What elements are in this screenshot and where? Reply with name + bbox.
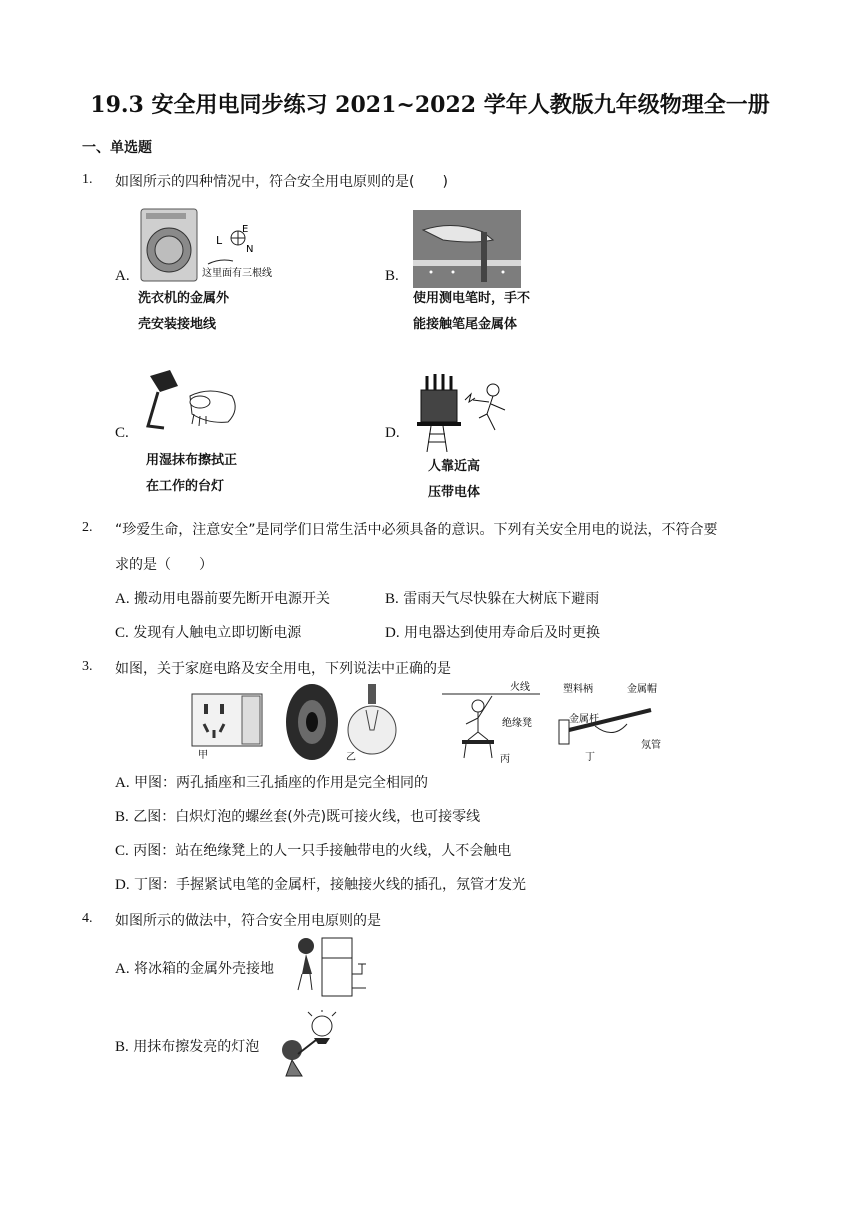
option-item[interactable]: A. 将冰箱的金属外壳接地 [115, 961, 275, 977]
question-text: 如图，关于家庭电路及安全用电，下列说法中正确的是 [115, 661, 451, 677]
option-item[interactable]: B. 乙图：白炽灯泡的螺丝套(外壳)既可接火线，也可接零线 [115, 809, 481, 825]
option-letter[interactable]: D. [385, 425, 400, 441]
desk-lamp-image [140, 366, 250, 446]
svg-text:丁: 丁 [585, 752, 595, 763]
option-letter[interactable]: A. [115, 268, 130, 284]
question-number: 1. [82, 172, 93, 187]
option-caption: 洗衣机的金属外 壳安装接地线 [138, 291, 230, 332]
svg-text:N: N [246, 244, 254, 255]
svg-text:绝缘凳: 绝缘凳 [502, 718, 532, 729]
bulb-figure [282, 680, 402, 764]
question-number: 4. [82, 911, 93, 926]
option-item[interactable]: D. 丁图：手握紧试电笔的金属杆，接触接火线的插孔，氖管才发光 [115, 877, 527, 893]
svg-text:E: E [242, 224, 249, 235]
option-letter[interactable]: C. [115, 425, 129, 441]
washing-machine-image [138, 206, 288, 284]
option-item[interactable]: C. 发现有人触电立即切断电源 [115, 625, 302, 641]
test-pen-photo [413, 210, 521, 288]
question-text: 如图所示的做法中，符合安全用电原则的是 [115, 913, 381, 929]
option-item[interactable]: D. 用电器达到使用寿命后及时更换 [385, 625, 601, 641]
svg-text:火线: 火线 [510, 682, 530, 693]
svg-text:塑料柄: 塑料柄 [563, 684, 593, 695]
option-caption: 用湿抹布擦拭正 在工作的台灯 [146, 453, 238, 494]
svg-text:金属帽: 金属帽 [627, 684, 657, 695]
section-heading: 一、单选题 [82, 140, 152, 156]
option-caption: 使用测电笔时，手不 能接触笔尾金属体 [413, 291, 531, 332]
question-text: “珍爱生命，注意安全”是同学们日常生活中必须具备的意识。下列有关安全用电的说法，不符合要 [115, 522, 718, 538]
svg-text:金属杆: 金属杆 [569, 714, 599, 725]
svg-text:丙: 丙 [500, 754, 510, 764]
option-caption: 人靠近高 压带电体 [428, 459, 481, 500]
question-text: 如图所示的四种情况中，符合安全用电原则的是( ) [115, 174, 448, 190]
option-item[interactable]: C. 丙图：站在绝缘凳上的人一只手接触带电的火线，人不会触电 [115, 843, 512, 859]
svg-text:氖管: 氖管 [641, 740, 661, 751]
question-number: 2. [82, 520, 93, 535]
option-letter[interactable]: B. [385, 268, 399, 284]
bulb-wipe-image [272, 1010, 352, 1080]
test-pen-figure [555, 680, 673, 764]
option-item[interactable]: A. 搬动用电器前要先断开电源开关 [115, 591, 331, 607]
option-item[interactable]: B. 用抹布擦发亮的灯泡 [115, 1039, 260, 1055]
question-number: 3. [82, 659, 93, 674]
high-voltage-image [413, 370, 523, 452]
svg-text:甲: 甲 [198, 750, 208, 760]
svg-text:乙: 乙 [346, 752, 356, 763]
page-title: 19.3 安全用电同步练习 2021~2022 学年人教版九年级物理全一册 [90, 92, 770, 118]
option-item[interactable]: B. 雷雨天气尽快躲在大树底下避雨 [385, 591, 600, 607]
fridge-ground-image [292, 934, 372, 1000]
option-item[interactable]: A. 甲图：两孔插座和三孔插座的作用是完全相同的 [115, 775, 429, 791]
insulated-stool-figure [440, 680, 550, 764]
svg-text:L: L [216, 234, 223, 247]
washer-inner-label: 这里面有三根线 [202, 268, 272, 279]
socket-figure [190, 690, 265, 760]
question-text-cont: 求的是（ ） [115, 557, 213, 573]
